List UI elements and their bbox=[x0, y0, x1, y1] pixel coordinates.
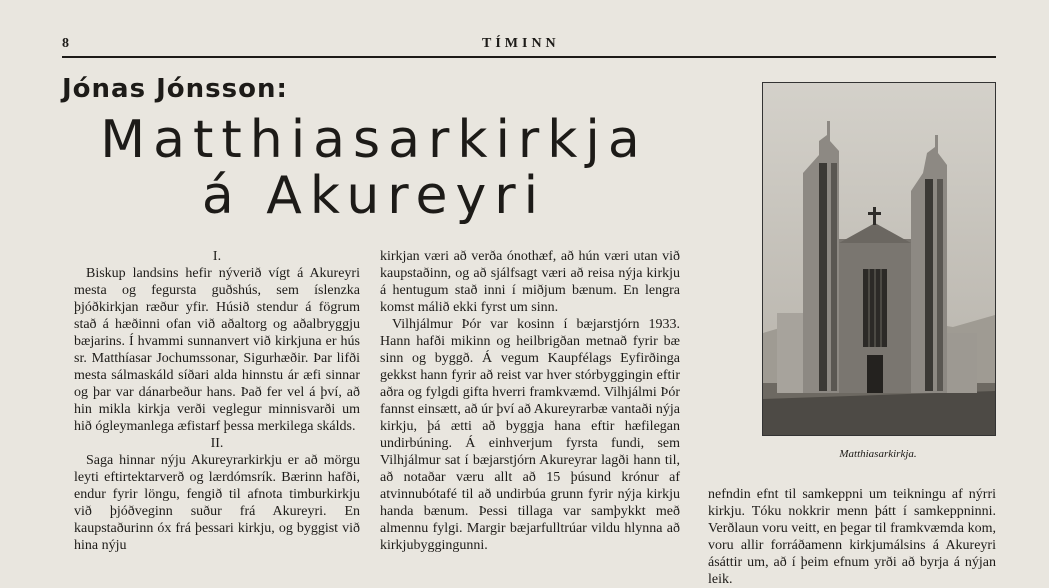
section-numeral-2: II. bbox=[210, 436, 224, 451]
church-photo bbox=[762, 82, 996, 436]
header-rule bbox=[62, 56, 996, 58]
section-2-text: Saga hinnar nýju Akureyrarkirkju er að mörgu leyti eftirtektarverð og lærdómsrík. Bærinn hafði, endur fyrir löngu, fengið til afnota timburkirkju við þjóðveginn suður frá Akureyri. En kaupstaðurinn óx frá þessari kirkju, og byggist við hina nýju bbox=[74, 453, 360, 553]
headline-line-1: Matthiasarkirkja bbox=[100, 110, 648, 170]
headline bbox=[84, 112, 664, 224]
byline: Jónas Jónsson: bbox=[62, 74, 288, 104]
column-2-paragraph-2: Vilhjálmur Þór var kosinn í bæjarstjórn 1933. Hann hafði mikinn og heilbrigðan metnað fyrir bæ sinn og byggð. Á vegum Kaupfélags Eyfirðinga gekkst hann fyrir að reist var hver stórbyggingin eftir aðra og fylgdi gifta hverri framkvæmd. Vilhjálmi Þór fannst einsætt, að úr því að Akureyrarbæ vantaði nýja kirkju, þá ætti að byggja hana eftir hæfilegan undirbúning. Á einhverjum fyrsta fundi, sem Vilhjálmur sat í bæjarstjórn Akureyrar lagði hann til, að notaðar væru allt að 15 þúsund krónur af atvinnubótafé til að undirbúa grunn fyrir nýja kirkju handa bænum. Þessi tillaga var samþykkt með almennu fylgi. Margir bæjarfulltrúar vildu hlynna að kirkjubyggingunni. bbox=[380, 317, 680, 553]
page-number: 8 bbox=[62, 36, 69, 51]
column-3-paragraph-1: nefndin efnt til samkeppni um teikningu af nýrri kirkju. Tóku nokkrir menn þátt í samkeppninni. Verðlaun voru veitt, en þegar til framkvæmda kom, voru allir forráðamenn kirkjumálsins á Akureyri ásáttir um, að í þeim efnum yrði að byrja á nýjan leik. bbox=[708, 487, 996, 587]
column-3 bbox=[708, 486, 996, 588]
column-2 bbox=[380, 248, 680, 554]
column-1 bbox=[74, 248, 360, 554]
photo-caption: Matthiasarkirkja. bbox=[839, 448, 917, 460]
column-2-paragraph-1: kirkjan væri að verða ónothæf, að hún væri utan við kaupstaðinn, og að sjálfsagt væri að reisa nýja kirkju á hentugum stað inni í miðjum bænum. En lengra komst málið ekki fyrst um sinn. bbox=[380, 249, 680, 315]
church-illustration bbox=[763, 83, 995, 435]
section-1-text: Biskup landsins hefir nýverið vígt á Akureyri mesta og fegursta guðshús, sem íslenzka þjóðkirkjan ræður yfir. Húsið stendur á fögrum stað á hæðinni ofan við aðaltorg og aðalbryggju bæjarins. Í hvammi sunnanvert við kirkjuna er hús sr. Matthíasar Jochumssonar, Sigurhæðir. Þar lifði mesta sálmaskáld síðari alda hinnstu ár æfi sinnar og þar var dánarbeður hans. Það fer vel á því, að hin mikla kirkja verði veglegur minnisvarði um hið ógleymanlega æfistarf þessa merkilega skálds. bbox=[74, 266, 360, 434]
headline-line-2: á Akureyri bbox=[201, 166, 547, 226]
section-numeral-1: I. bbox=[212, 249, 222, 264]
masthead: TÍMINN bbox=[482, 36, 560, 51]
